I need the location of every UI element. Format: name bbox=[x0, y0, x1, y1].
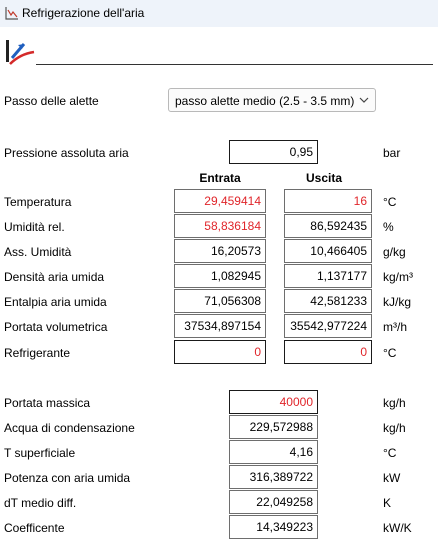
power-unit: kW bbox=[383, 471, 401, 485]
dt-mean-unit: K bbox=[383, 496, 392, 510]
temperature-inlet-field[interactable]: 29,459414 bbox=[174, 189, 266, 213]
condensate-field: 229,572988 bbox=[229, 415, 318, 439]
condensate-unit: kg/h bbox=[383, 421, 406, 435]
refrigerant-unit: °C bbox=[383, 346, 397, 360]
volume-flow-outlet-field: 35542,977224 bbox=[284, 314, 372, 338]
result-label-dt-mean: dT medio diff. bbox=[4, 496, 77, 510]
result-label-coefficient: Coefficente bbox=[4, 521, 65, 535]
refrigerant-inlet-field[interactable]: 0 bbox=[174, 340, 266, 364]
coefficient-unit: kW/K bbox=[383, 521, 412, 535]
temperature-outlet-field[interactable]: 16 bbox=[284, 189, 372, 213]
enthalpy-inlet-field: 71,056308 bbox=[174, 289, 266, 313]
row-label-volume-flow: Portata volumetrica bbox=[4, 320, 108, 334]
fin-pitch-selected: passo alette medio (2.5 - 3.5 mm) bbox=[175, 94, 355, 108]
header-divider bbox=[36, 64, 433, 65]
density-unit: kg/m³ bbox=[383, 270, 413, 284]
window-title: Refrigerazione dell'aria bbox=[22, 6, 145, 20]
row-label-rel-humidity: Umidità rel. bbox=[4, 220, 65, 234]
enthalpy-outlet-field: 42,581233 bbox=[284, 289, 372, 313]
surface-temp-unit: °C bbox=[383, 446, 397, 460]
rel-humidity-outlet-field: 86,592435 bbox=[284, 214, 372, 238]
mass-flow-field[interactable]: 40000 bbox=[229, 390, 318, 414]
row-label-abs-humidity: Ass. Umidità bbox=[4, 245, 72, 259]
temperature-unit: °C bbox=[383, 195, 397, 209]
coefficient-field: 14,349223 bbox=[229, 515, 318, 539]
density-outlet-field: 1,137177 bbox=[284, 264, 372, 288]
enthalpy-unit: kJ/kg bbox=[383, 295, 412, 309]
pressure-label: Pressione assoluta aria bbox=[4, 146, 129, 160]
dt-mean-field: 22,049258 bbox=[229, 490, 318, 514]
surface-temp-field: 4,16 bbox=[229, 440, 318, 464]
volume-flow-inlet-field: 37534,897154 bbox=[174, 314, 266, 338]
row-label-density: Densità aria umida bbox=[4, 270, 105, 284]
result-label-surface-temp: T superficiale bbox=[4, 446, 76, 460]
result-label-mass-flow: Portata massica bbox=[4, 396, 91, 410]
title-bar bbox=[0, 0, 438, 27]
power-field: 316,389722 bbox=[229, 465, 318, 489]
row-label-temperature: Temperatura bbox=[4, 195, 72, 209]
row-label-refrigerant: Refrigerante bbox=[4, 346, 71, 360]
chevron-down-icon bbox=[359, 95, 369, 105]
result-label-condensate: Acqua di condensazione bbox=[4, 421, 135, 435]
abs-humidity-outlet-field: 10,466405 bbox=[284, 239, 372, 263]
result-label-power: Potenza con aria umida bbox=[4, 471, 131, 485]
outlet-column-header: Uscita bbox=[305, 171, 343, 185]
inlet-column-header: Entrata bbox=[199, 171, 241, 185]
abs-humidity-unit: g/kg bbox=[383, 245, 406, 259]
refrigerant-outlet-field[interactable]: 0 bbox=[284, 340, 372, 364]
abs-humidity-inlet-field: 16,20573 bbox=[174, 239, 266, 263]
pressure-field[interactable]: 0,95 bbox=[229, 140, 318, 164]
mass-flow-unit: kg/h bbox=[383, 396, 406, 410]
volume-flow-unit: m³/h bbox=[383, 320, 407, 334]
rel-humidity-inlet-field[interactable]: 58,836184 bbox=[174, 214, 266, 238]
pressure-unit: bar bbox=[383, 146, 401, 160]
rel-humidity-unit: % bbox=[383, 220, 394, 234]
chart-icon bbox=[5, 6, 19, 20]
app-logo-icon bbox=[4, 38, 36, 66]
density-inlet-field: 1,082945 bbox=[174, 264, 266, 288]
fin-pitch-select[interactable] bbox=[168, 88, 376, 112]
fin-pitch-label: Passo delle alette bbox=[4, 94, 99, 108]
row-label-enthalpy: Entalpia aria umida bbox=[4, 295, 107, 309]
